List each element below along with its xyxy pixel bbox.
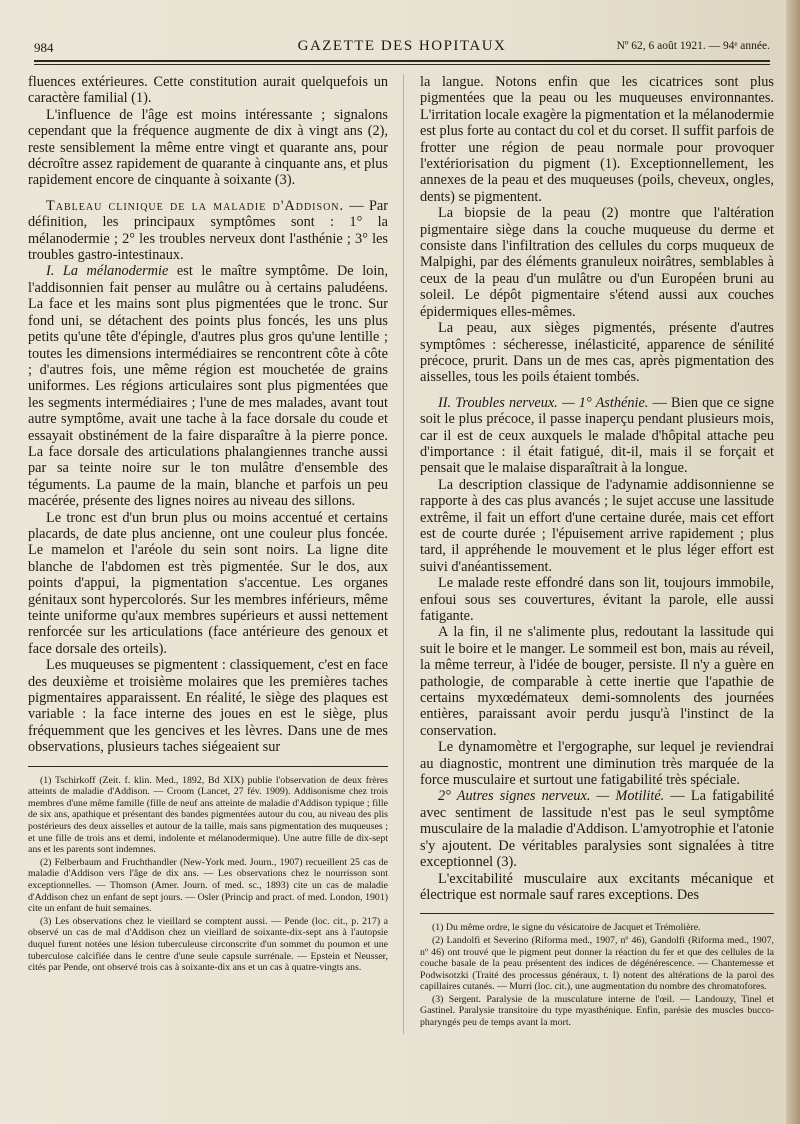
page-number: 984	[34, 40, 54, 55]
paragraph	[420, 395, 774, 477]
footnote: (3) Sergent. Paralysie de la musculature interne de l'œil. — Landouzy, Tinel et Gastinel. Paralysie transitoire du type myasthénique. Enfin, parésie des muscles bucco-pharyngés peu de temps avant la mort.	[420, 993, 774, 1029]
subsection-label: I. La mélanodermie	[46, 263, 169, 280]
paragraph: fluences extérieures. Cette constitution aurait quelquefois un caractère familial (1).	[28, 74, 388, 107]
paragraph: La biopsie de la peau (2) montre que l'altération pigmentaire siège dans la couche muqueuse du derme et consiste dans l'infiltration des cellules du corps muqueux de Malpighi, par des éléments granuleux noirâtres, semblables à ceux de la peau d'un mulâtre ou d'un Européen bruni au soleil. Le dépôt pigmentaire s'étend aussi aux couches épidermiques elles-mêmes.	[420, 205, 774, 320]
paragraph: La description classique de l'adynamie addisonnienne se rapporte à des cas plus avancés ; le sujet accuse une lassitude extrême, il fait un effort d'une certaine durée, mais cet effort est de courte durée ; l'épuisement arrive rapidement ; plus tard, il appréhende le mouvement et le plus léger effort est suivi d'anéantissement.	[420, 476, 774, 575]
paragraph: Les muqueuses se pigmentent : classiquement, c'est en face des deuxième et troisième molaires que les premières taches pigmentaires apparaissent. En réalité, le siège des plaques est variable : la face interne des joues en est le siège, plus fréquemment que les gencives et les lèvres. Dans une de mes observations, plusieurs taches siégeaient sur	[28, 657, 388, 756]
footnote: (3) Les observations chez le vieillard se comptent aussi. — Pende (loc. cit., p. 217) a observé un cas de mal d'Addison chez un vieillard de soixante-dix-sept ans à l'autopsie duquel furent notées une lésion tuberculeuse circonscrite d'un sommet du poumon et une tuberculose calcifiée dans le centre d'une seule capsule surrénale. — Epstein et Neusser, cités par Pende, ont observé trois cas à soixante-dix ans et un cas à quatre-vingts ans.	[28, 915, 388, 974]
paragraph	[420, 788, 774, 870]
footnote: (2) Landolfi et Severino (Riforma med., 1907, nº 46), Gandolfi (Riforma med., 1907, nº 46) ont trouvé que le pigment peut donner la réaction du fer et que des cellules de la couche basale de la peau présentent des indices de dégénérescence. — Chantemesse et Podwisotzki (Traité des processus généraux, t. I) notent des altérations de la paroi des capillaires cutanés. — Murri (loc. cit.), une augmentation du nombre des chromatofores.	[420, 934, 774, 993]
paragraph: L'influence de l'âge est moins intéressante ; signalons cependant que la fréquence augmente de dix à vingt ans (2), reste sensiblement la même entre vingt et quarante ans, pour décroître assez rapidement de quarante à cinquante ans, et plus rapidement encore de cinquante à soixante (3).	[28, 106, 388, 189]
header-rule-thin	[34, 64, 770, 65]
header-rule	[34, 60, 770, 62]
right-column	[420, 74, 774, 1029]
journal-title: GAZETTE DES HOPITAUX	[297, 38, 507, 54]
footnote: (1) Du même ordre, le signe du vésicatoire de Jacquet et Trémolière.	[432, 922, 701, 934]
footnote: (2) Felberbaum and Fruchthandler (New-York med. Journ., 1907) recueillent 25 cas de maladie d'Addison vers l'âge de dix ans. — Les observations chez le nourrisson sont exceptionnelles. — Thomson (Amer. Journ. of med. sc., 1893) cite un cas de maladie d'Addison chez un enfant de sept jours. — Osler (Princip and pract. of med. London, 1901) cite un enfant de huit semaines.	[28, 856, 388, 915]
paragraph	[28, 263, 388, 509]
paragraph: La peau, aux sièges pigmentés, présente d'autres symptômes : sécheresse, inélasticité, apparence de sénilité précoce, prurit. Dans un de mes cas, après pigmentation des aisselles, tous les poils étaient tombés.	[420, 320, 774, 386]
footnote-rule	[420, 913, 774, 914]
footnote: (1) Tschirkoff (Zeit. f. klin. Med., 1892, Bd XIX) publie l'observation de deux frères atteints de maladie d'Addison. — Croom (Lancet, 27 fév. 1909). Addisonisme chez trois membres d'une même famille (fille de neuf ans atteinte de maladie d'Addison typique ; fille de six ans, apathique et présentant des bandes pigmentées autour du cou, au niveau des plis postérieurs des deux aisselles et autour de la taille, mais sans pigmentation des muqueuses ; et une fille de trois ans et demi, indolente et mélanodermique). Une autre fille de dix-sept ans et les parents sont indemnes.	[28, 774, 388, 856]
subsection-sublabel: — 1° Asthénie.	[561, 394, 649, 411]
paragraph-text: — Bien que ce signe soit le plus précoce, il passe inaperçu pendant plusieurs mois, car il est de ceux auxquels le malade d'hôpital attache peu d'importance : il était fatigué, dit-il, mais il se forçait et pensait que le malaise disparaîtrait à la longue.	[420, 394, 775, 477]
paragraph: L'excitabilité musculaire aux excitants mécanique et électrique est normale sauf rares exceptions. Des	[420, 870, 774, 903]
paragraph: Le dynamomètre et l'ergographe, sur lequel je reviendrai au diagnostic, montrent une diminution très marquée de la force musculaire et surtout une fatigabilité très spéciale.	[420, 739, 774, 789]
issue-info: Nº 62, 6 août 1921. — 94ᵉ année.	[616, 40, 770, 52]
running-header	[34, 36, 770, 58]
footnotes	[28, 775, 388, 974]
paragraph: la langue. Notons enfin que les cicatrices sont plus pigmentées que la peau ou les muqueuses environnantes. L'irritation locale exagère la pigmentation et la mélanodermie est plus forte au contact du col et du corset. Il suffit parfois de frotter une région de peau normale pour provoquer l'extériorisation du pigment (1). Exceptionnellement, les annexes de la peau et des muqueuses (poils, cheveux, ongles, dents) se pigmentent.	[420, 74, 774, 205]
paragraph-text: — La fatigabilité avec sentiment de lassitude n'est pas le seul symptôme musculaire de la maladie d'Addison. L'amyotrophie et l'atonie s'y ajoutent. De véritables paralysies sont signalées à titre exceptionnel (3).	[420, 788, 775, 871]
paragraph-text: — Par définition, les principaux symptômes sont : 1° la mélanodermie ; 2° les troubles nerveux dont l'asthénie ; 3° les troubles gastro-intestinaux.	[28, 197, 389, 264]
footnote-rule	[28, 766, 388, 767]
left-column	[28, 74, 388, 974]
subsection-label: II. Troubles nerveux.	[438, 394, 558, 411]
subsection-label: 2° Autres signes nerveux. — Motilité.	[438, 788, 665, 805]
paragraph: Le malade reste effondré dans son lit, toujours immobile, enfoui sous ses couvertures, évitant la parole, elle aussi fatigante.	[420, 575, 774, 624]
paragraph-text: est le maître symptôme. De loin, l'addisonnien fait penser au mulâtre ou à certains paludéens. La face et les mains sont plus pigmentées que le tronc. Sur fond uni, se détachent des points plus foncés, les uns plus petits qu'une tête d'épingle, d'autres plus gros qu'une lentille ; toutes les dimensions intermédiaires se rencontrent côte à côte ; d'autres fois, une même région est mouchetée de grains uniformes. Les régions articulaires sont plus pigmentées que les segments intermédiaires ; l'une de mes malades, avant tout autre symptôme, avait une tache à la face dorsale du coude et essayait obstinément de la faire disparaître à la pierre ponce. La face dorsale des articulations phalangiennes tranche aussi par sa teinte noire sur le ton mulâtre d'ensemble des téguments. La paume de la main, blanche et parfois un peu macérée, présente des lignes noires au niveau des sillons.	[28, 263, 389, 510]
paragraph: Le tronc est d'un brun plus ou moins accentué et certains placards, de date plus ancienne, ont une couleur plus foncée. Le mamelon et l'aréole du sein sont noirs. La ligne dite blanche de l'abdomen est très pigmentée. Sur le dos, aux points d'appui, la pigmentation s'accentue. Les organes génitaux sont hypercolorés. Sur les membres inférieurs, même teinte uniforme qu'aux membres supérieurs et aussi nettement renforcée sur les articulations (face antérieure des genoux et face dorsale des orteils).	[28, 509, 388, 657]
section-heading: Tableau clinique de la maladie d'Addison.	[46, 197, 345, 214]
section-paragraph	[28, 198, 388, 264]
footnotes	[420, 922, 774, 1028]
column-divider	[403, 74, 404, 1034]
page-edge	[786, 0, 800, 1124]
paragraph: A la fin, il ne s'alimente plus, redoutant la lassitude qui suit le boire et le manger. Le sommeil est bon, mais au réveil, la même terreur, à l'idée de bouger, persiste. Il n'y a guère en pathologie, de comparable à cette inertie que l'apathie de certains myxœdémateux demi-somnolents des journées entières, paraissant avoir perdu jusqu'à l'instinct de la conservation.	[420, 624, 774, 739]
